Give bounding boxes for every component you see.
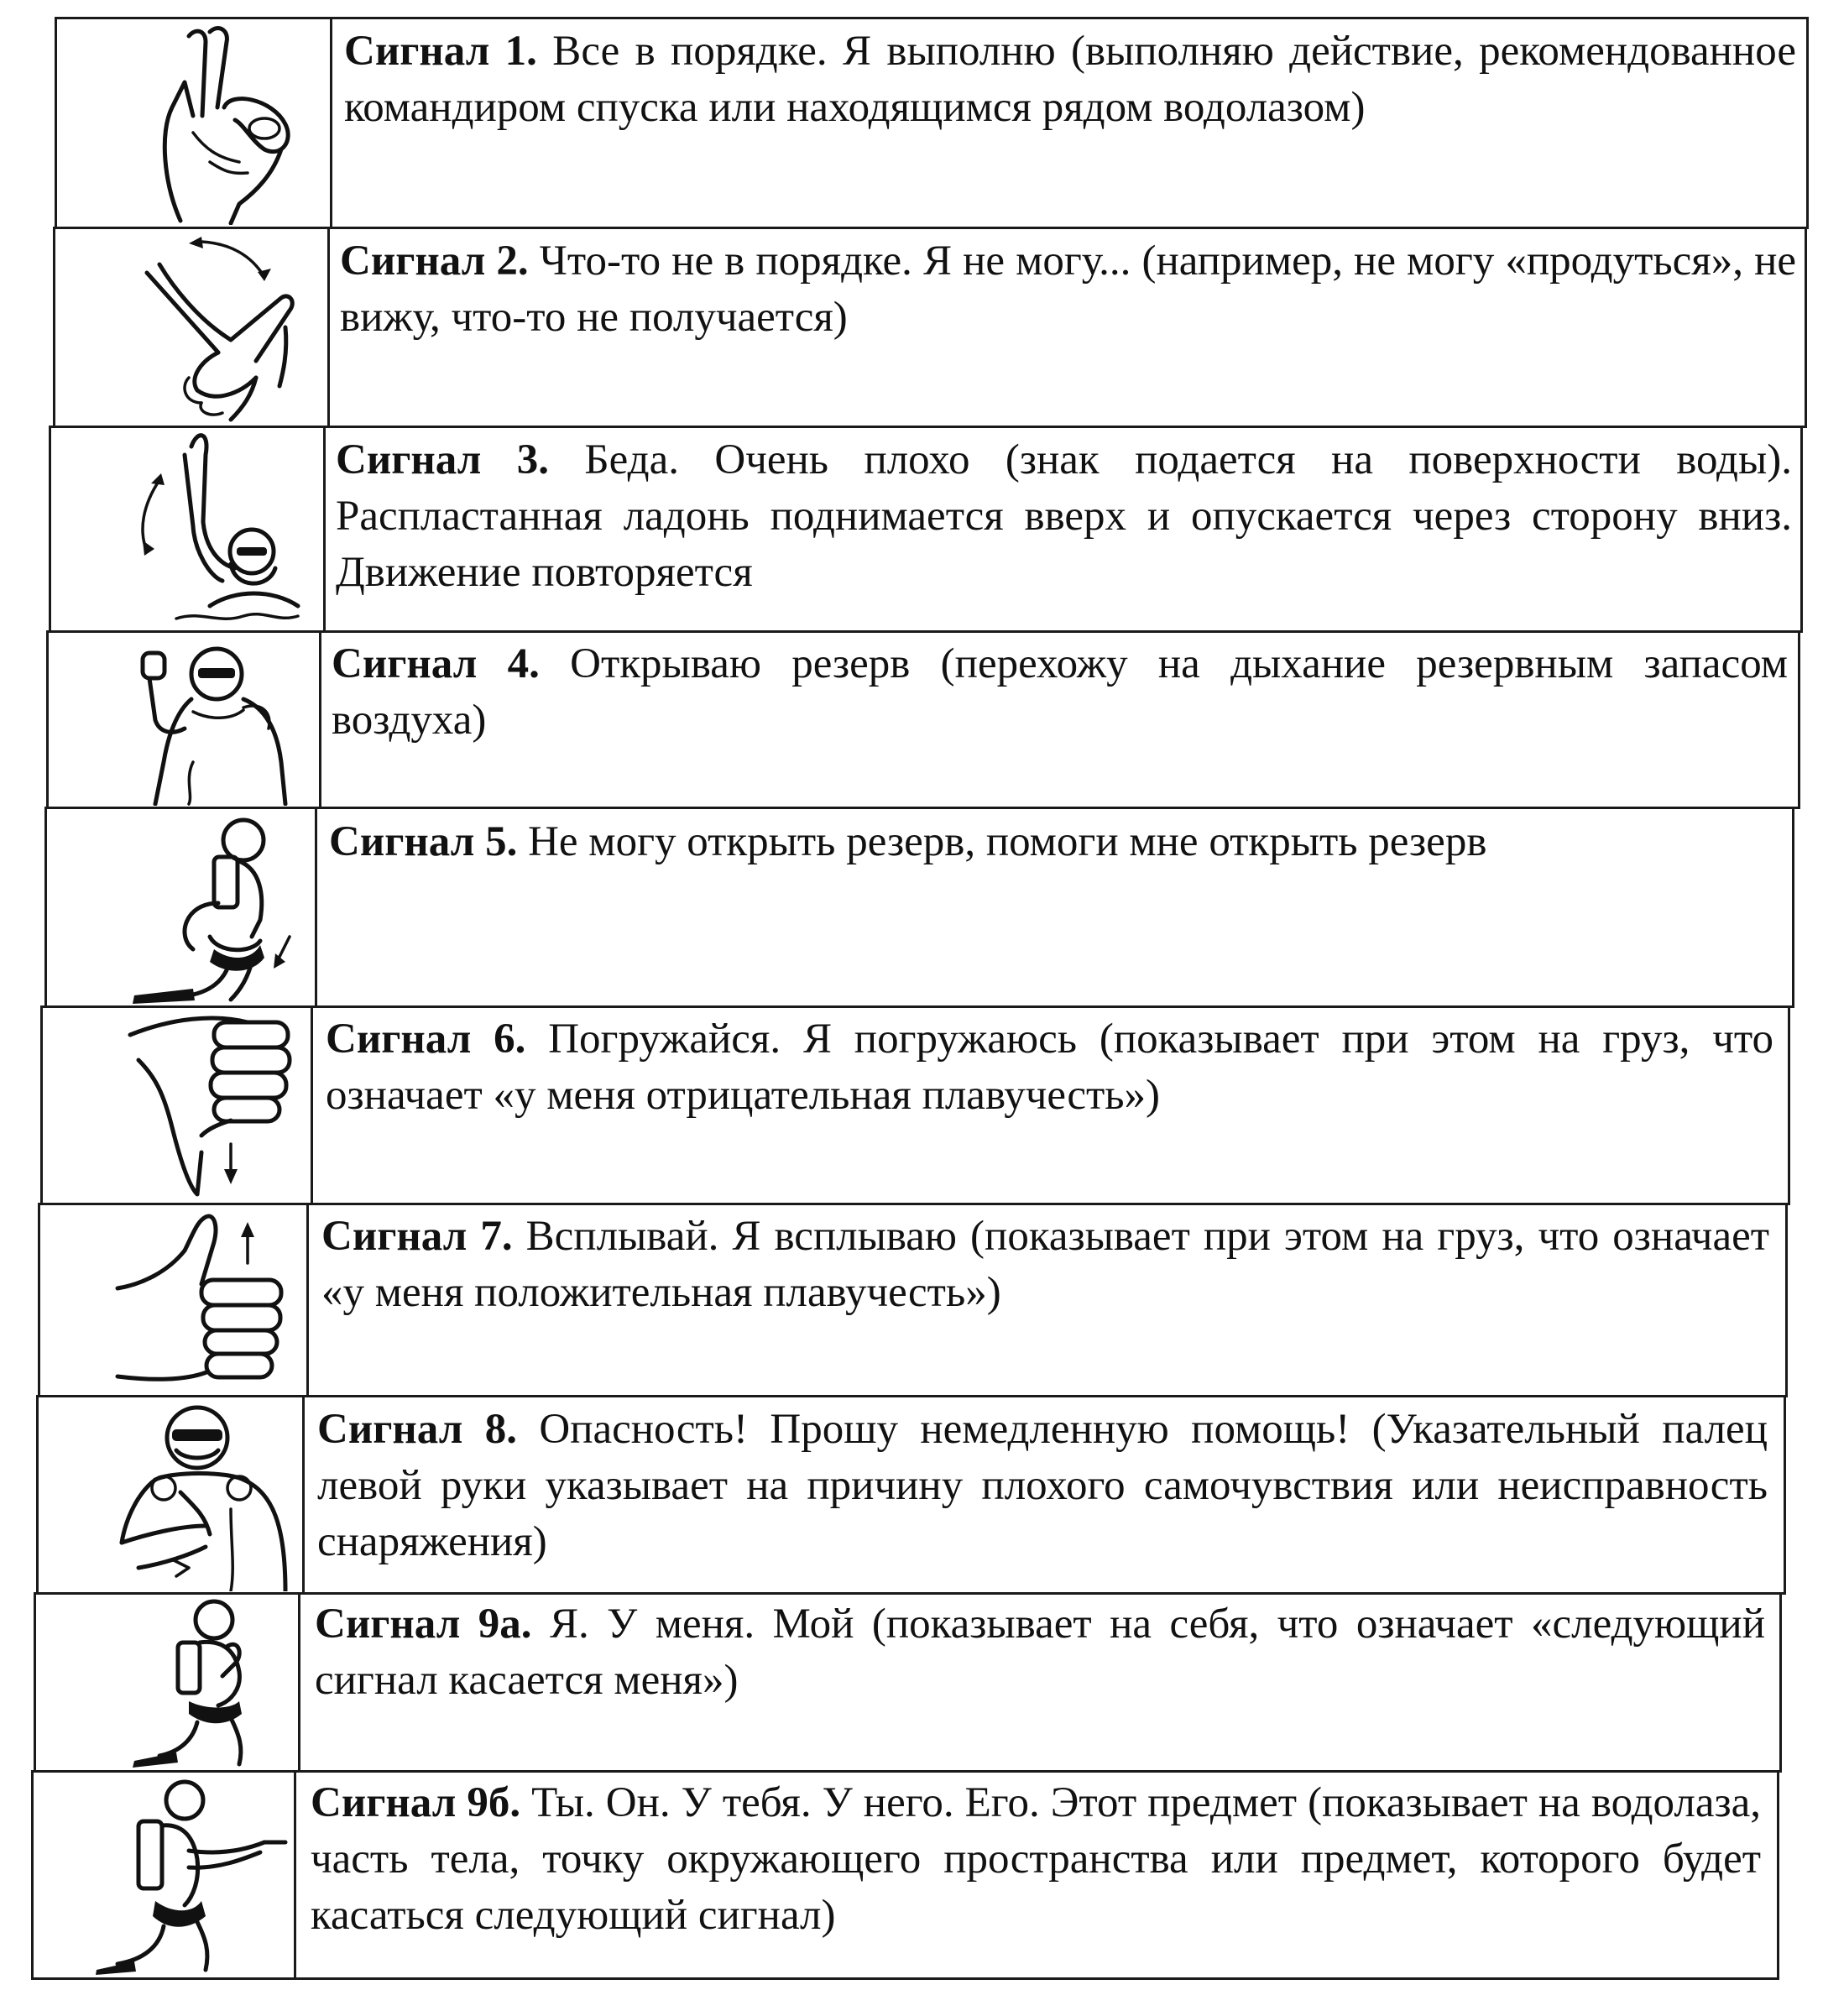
kneeling-diver-reserve-icon — [126, 811, 311, 1005]
ok-ring-hand-icon — [147, 24, 315, 225]
signal-description: Погружайся. Я погружаюсь (показывает при этом на груз, что означает «у меня отрицательная плавучесть») — [326, 1016, 1773, 1119]
signal-title: Сигнал 9б. — [311, 1779, 521, 1826]
signal-title: Сигнал 5. — [329, 818, 518, 865]
signal-title: Сигнал 2. — [340, 238, 529, 285]
signal-description: Открываю резерв (перехожу на дыхание резервным запасом воздуха) — [332, 640, 1789, 744]
thumb-up-icon — [109, 1209, 302, 1393]
column-divider — [319, 630, 321, 809]
column-divider — [315, 807, 317, 1008]
signal-9b-text — [311, 1775, 1761, 1944]
signal-7-text — [321, 1209, 1769, 1321]
signal-title: Сигнал 4. — [332, 640, 540, 687]
signal-title: Сигнал 1. — [344, 28, 537, 75]
signal-description: Все в порядке. Я выполню (выполняю действие, рекомендованное командиром спуска или находящимся рядом водолазом) — [344, 28, 1796, 131]
column-divider — [323, 426, 326, 633]
column-divider — [330, 17, 332, 229]
signal-2-text — [340, 233, 1796, 346]
signal-description: Опасность! Прошу немедленную помощь! (Указательный палец левой руки указывает на причину плохого самочувствия или неисправность снаряжения) — [317, 1406, 1768, 1565]
signal-description: Что-то не в порядке. Я не могу... (например, не могу «продуться», не вижу, что-то не получается) — [340, 238, 1796, 341]
signal-6-text — [326, 1011, 1773, 1124]
column-divider — [298, 1592, 300, 1773]
kneeling-diver-pointing-icon — [92, 1775, 290, 1977]
signal-description: Всплывай. Я всплываю (показывает при этом на груз, что означает «у меня положительная плавучесть») — [321, 1213, 1769, 1316]
signal-title: Сигнал 3. — [336, 436, 549, 483]
diver-fist-raised-icon — [118, 636, 306, 806]
diver-waving-surface-icon — [126, 430, 302, 628]
signal-description: Ты. Он. У тебя. У него. Его. Этот предмет (показывает на водолаза, часть тела, точку окружающего пространства или предмет, которого будет касаться следующий сигнал) — [311, 1779, 1762, 1939]
kneeling-diver-self-icon — [126, 1596, 294, 1771]
signal-8-text — [317, 1402, 1768, 1570]
signal-1-text — [344, 24, 1796, 136]
rocking-hand-icon — [138, 235, 311, 424]
signal-5-text — [329, 814, 1785, 870]
column-divider — [311, 1005, 313, 1205]
diver-danger-icon — [105, 1400, 298, 1591]
thumb-down-icon — [122, 1010, 306, 1201]
signal-title: Сигнал 7. — [321, 1213, 513, 1260]
signal-title: Сигнал 9а. — [315, 1601, 532, 1648]
signal-4-text — [332, 636, 1788, 749]
column-divider — [306, 1203, 309, 1397]
column-divider — [302, 1395, 305, 1595]
column-divider — [294, 1770, 296, 1980]
signal-title: Сигнал 6. — [326, 1016, 526, 1063]
column-divider — [327, 227, 330, 428]
signal-description: Беда. Очень плохо (знак подается на поверхности воды). Распластанная ладонь поднимается вверх и опускается через сторону вниз. Движение повторяется — [336, 436, 1792, 596]
signal-description: Я. У меня. Мой (показывает на себя, что означает «следующий сигнал касается меня») — [315, 1601, 1765, 1704]
signal-title: Сигнал 8. — [317, 1406, 517, 1453]
signal-9a-text — [315, 1596, 1765, 1709]
signal-description: Не могу открыть резерв, помоги мне открыть резерв — [517, 818, 1487, 865]
signal-3-text — [336, 432, 1792, 601]
